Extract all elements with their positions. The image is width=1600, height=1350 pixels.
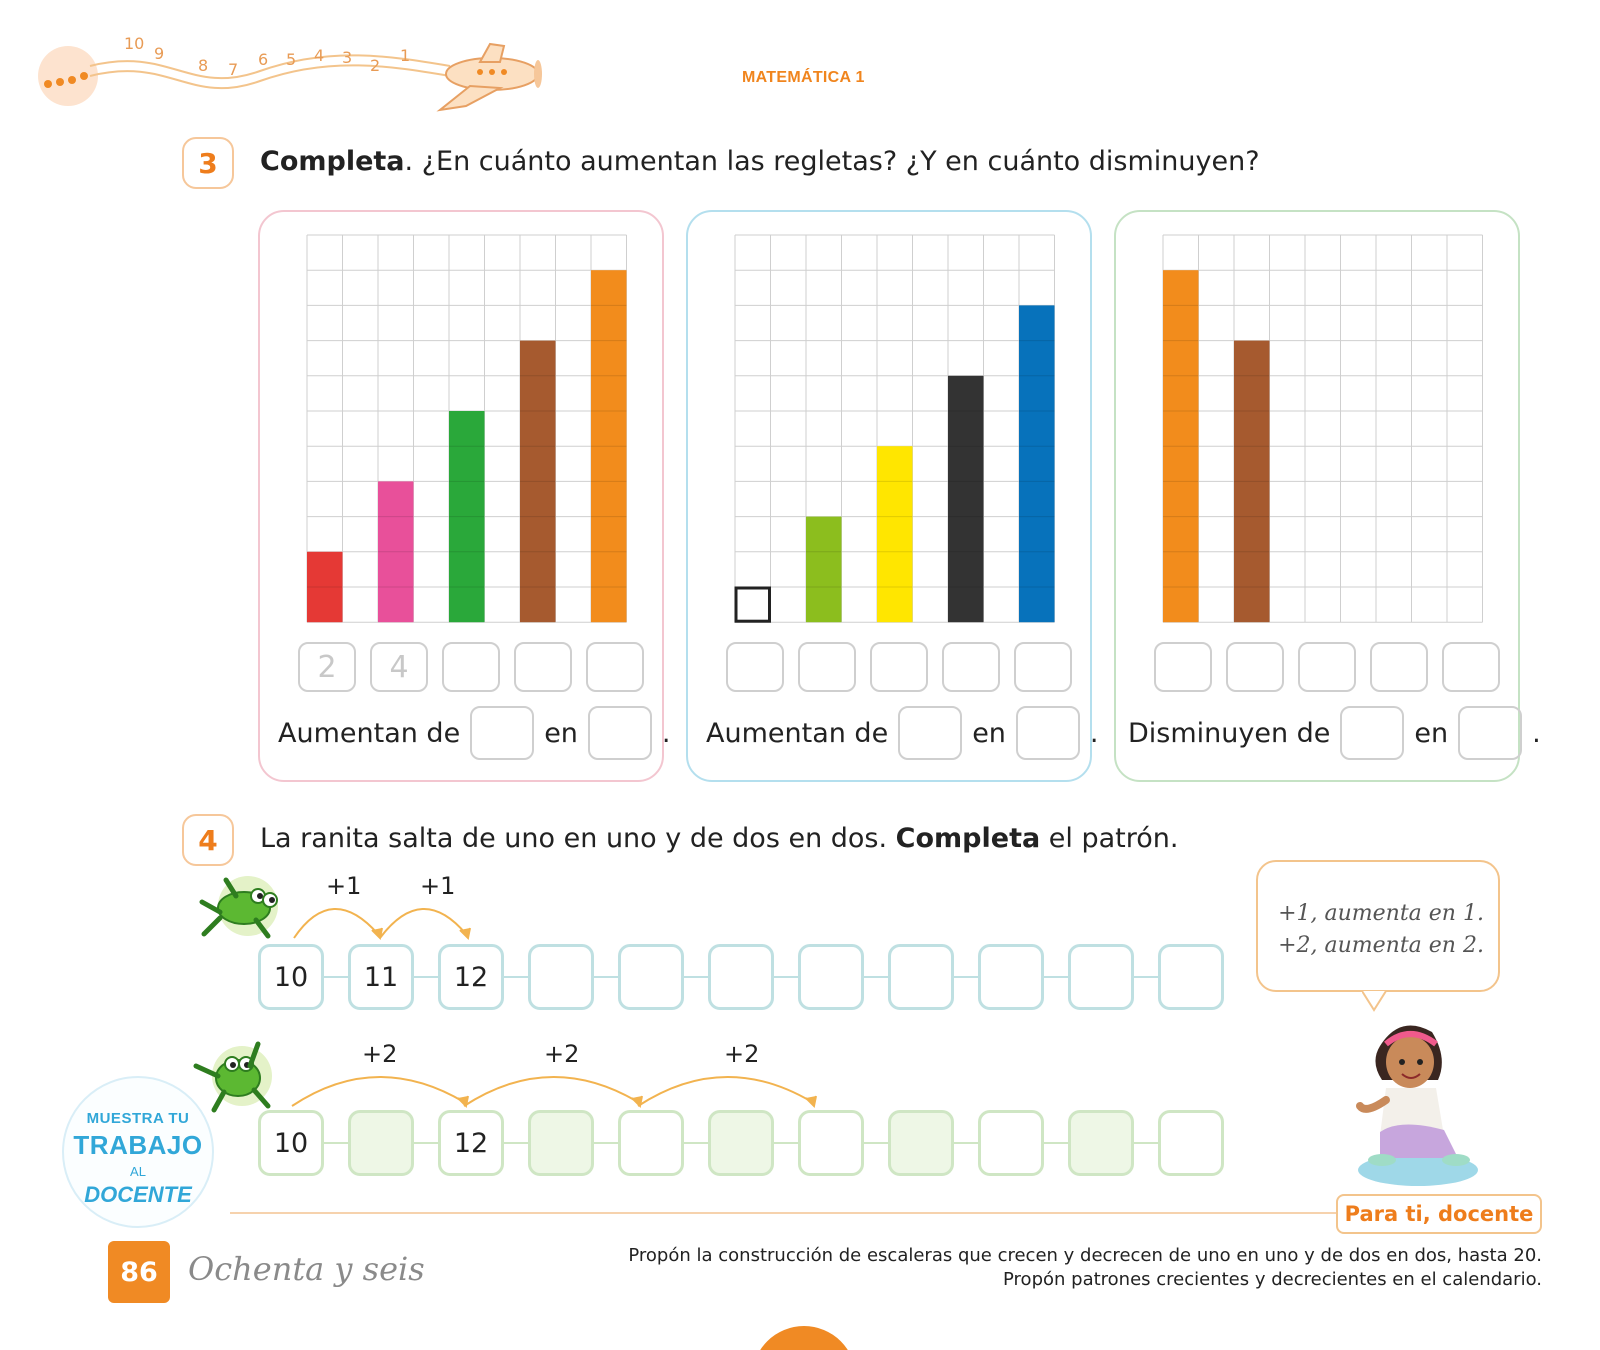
stamp-line: TRABAJO bbox=[73, 1130, 203, 1160]
pattern-cell[interactable] bbox=[888, 944, 954, 1010]
answer-box[interactable] bbox=[442, 642, 500, 692]
answer-row bbox=[1154, 642, 1500, 692]
page-number-words: Ochenta y seis bbox=[188, 1250, 425, 1288]
rod-bar bbox=[1019, 305, 1055, 622]
pattern-cell[interactable]: 12 bbox=[438, 1110, 504, 1176]
pattern-cell[interactable]: 11 bbox=[348, 944, 414, 1010]
step-box[interactable] bbox=[1458, 706, 1522, 760]
jump-label: +1 bbox=[326, 872, 362, 900]
teacher-note-line: Propón la construcción de escaleras que crecen y decrecen de uno en uno y de dos en dos, hasta 20. bbox=[628, 1245, 1542, 1266]
instruction-text: La ranita salta de uno en uno y de dos en dos. bbox=[260, 823, 896, 854]
rods-grid bbox=[734, 234, 1059, 634]
instruction-verb: Completa bbox=[260, 146, 405, 177]
sentence-start: Aumentan de bbox=[278, 717, 461, 749]
pattern-cell[interactable] bbox=[528, 944, 594, 1010]
exercise-number: 3 bbox=[182, 137, 234, 189]
sentence-mid: en bbox=[972, 717, 1006, 749]
jump-label: +1 bbox=[420, 872, 456, 900]
sentence-end: . bbox=[661, 717, 671, 749]
answer-box[interactable] bbox=[1370, 642, 1428, 692]
pattern-cell[interactable]: 12 bbox=[438, 944, 504, 1010]
frog-illustration bbox=[188, 1036, 284, 1116]
stamp-line: MUESTRA TU bbox=[86, 1110, 190, 1127]
rod-bar bbox=[736, 588, 770, 621]
flag-number: 8 bbox=[198, 56, 209, 75]
flag-number: 7 bbox=[228, 60, 239, 79]
pattern-cell[interactable] bbox=[888, 1110, 954, 1176]
answer-sentence bbox=[706, 706, 1099, 760]
pattern-cell[interactable] bbox=[348, 1110, 414, 1176]
pattern-cell[interactable] bbox=[798, 1110, 864, 1176]
rod-bar bbox=[806, 517, 842, 623]
girl-illustration bbox=[1340, 1018, 1490, 1188]
answer-box[interactable]: 2 bbox=[298, 642, 356, 692]
frog-illustration bbox=[196, 872, 292, 944]
pattern-cell[interactable] bbox=[618, 944, 684, 1010]
answer-box[interactable] bbox=[870, 642, 928, 692]
rods-panel-decrease bbox=[1114, 210, 1541, 782]
sentence-end: . bbox=[1532, 717, 1541, 749]
from-box[interactable] bbox=[898, 706, 962, 760]
flag-number: 5 bbox=[286, 50, 297, 69]
rods-grid bbox=[306, 234, 631, 634]
pattern-row-plus-two bbox=[258, 1110, 1218, 1176]
pattern-cell[interactable] bbox=[798, 944, 864, 1010]
show-your-work-stamp bbox=[62, 1076, 214, 1228]
answer-box[interactable] bbox=[514, 642, 572, 692]
answer-box[interactable] bbox=[1442, 642, 1500, 692]
stamp-line: DOCENTE bbox=[84, 1182, 192, 1207]
step-box[interactable] bbox=[588, 706, 652, 760]
flag-number: 4 bbox=[314, 46, 325, 65]
sentence-start: Disminuyen de bbox=[1128, 717, 1331, 749]
hint-line: +1, aumenta en 1. bbox=[1278, 901, 1484, 926]
pattern-cell[interactable] bbox=[1158, 944, 1224, 1010]
rod-bar bbox=[877, 446, 913, 622]
rods-panel-increase-1 bbox=[258, 210, 671, 782]
from-box[interactable] bbox=[1340, 706, 1404, 760]
sentence-mid: en bbox=[1414, 717, 1449, 749]
sentence-end: . bbox=[1089, 717, 1099, 749]
pattern-cell[interactable] bbox=[978, 944, 1044, 1010]
answer-box[interactable] bbox=[1226, 642, 1284, 692]
pattern-cell[interactable] bbox=[708, 944, 774, 1010]
flag-number: 6 bbox=[258, 50, 269, 69]
pattern-cell[interactable]: 10 bbox=[258, 1110, 324, 1176]
rods-grid bbox=[1162, 234, 1487, 634]
teacher-tag: Para ti, docente bbox=[1336, 1194, 1542, 1234]
rod-bar bbox=[948, 376, 984, 622]
exercise-instruction bbox=[260, 146, 1260, 177]
jump-label: +2 bbox=[724, 1040, 760, 1068]
flag-number: 9 bbox=[154, 44, 165, 63]
answer-row bbox=[298, 642, 644, 692]
subject-title: MATEMÁTICA 1 bbox=[742, 69, 865, 86]
instruction-verb: Completa bbox=[895, 823, 1041, 854]
teacher-note bbox=[542, 1244, 1542, 1292]
pattern-cell[interactable] bbox=[1158, 1110, 1224, 1176]
answer-box[interactable] bbox=[726, 642, 784, 692]
answer-sentence bbox=[1128, 706, 1541, 760]
answer-box[interactable] bbox=[798, 642, 856, 692]
teacher-divider bbox=[230, 1212, 1340, 1214]
answer-box[interactable] bbox=[1154, 642, 1212, 692]
answer-box[interactable] bbox=[1014, 642, 1072, 692]
answer-box[interactable] bbox=[586, 642, 644, 692]
answer-box[interactable] bbox=[942, 642, 1000, 692]
hint-line: +2, aumenta en 2. bbox=[1278, 933, 1484, 958]
sentence-mid: en bbox=[544, 717, 578, 749]
hint-speech-bubble bbox=[1256, 860, 1500, 992]
pattern-cell[interactable]: 10 bbox=[258, 944, 324, 1010]
answer-row bbox=[726, 642, 1072, 692]
jump-label: +2 bbox=[362, 1040, 398, 1068]
rods-panel-increase-2 bbox=[686, 210, 1099, 782]
jump-arrows bbox=[280, 878, 500, 942]
bubble-tail bbox=[1362, 990, 1388, 1012]
exercise-number: 4 bbox=[182, 814, 234, 866]
step-box[interactable] bbox=[1016, 706, 1080, 760]
pattern-cell[interactable] bbox=[1068, 1110, 1134, 1176]
from-box[interactable] bbox=[470, 706, 534, 760]
answer-box[interactable]: 4 bbox=[370, 642, 428, 692]
countdown-flags bbox=[118, 28, 438, 78]
stamp-line: AL bbox=[130, 1164, 146, 1179]
instruction-text: el patrón. bbox=[1040, 823, 1179, 854]
flag-number: 1 bbox=[400, 46, 411, 65]
instruction-text: . ¿En cuánto aumentan las regletas? ¿Y en cuánto disminuyen? bbox=[404, 146, 1260, 177]
flag-number: 3 bbox=[342, 48, 353, 67]
pattern-cell[interactable] bbox=[708, 1110, 774, 1176]
flag-number: 2 bbox=[370, 56, 381, 75]
flag-number: 10 bbox=[124, 34, 145, 53]
exercise-instruction bbox=[260, 823, 1178, 854]
sentence-start: Aumentan de bbox=[706, 717, 889, 749]
pattern-cell[interactable] bbox=[528, 1110, 594, 1176]
answer-sentence bbox=[278, 706, 671, 760]
teacher-note-line: Propón patrones crecientes y decrecientes en el calendario. bbox=[1003, 1269, 1542, 1290]
pattern-cell[interactable] bbox=[978, 1110, 1044, 1176]
bottom-tab-decoration bbox=[752, 1326, 856, 1350]
pattern-row-plus-one bbox=[258, 944, 1218, 1010]
jump-label: +2 bbox=[544, 1040, 580, 1068]
pattern-cell[interactable] bbox=[1068, 944, 1134, 1010]
answer-box[interactable] bbox=[1298, 642, 1356, 692]
page-number: 86 bbox=[108, 1241, 170, 1303]
pattern-cell[interactable] bbox=[618, 1110, 684, 1176]
